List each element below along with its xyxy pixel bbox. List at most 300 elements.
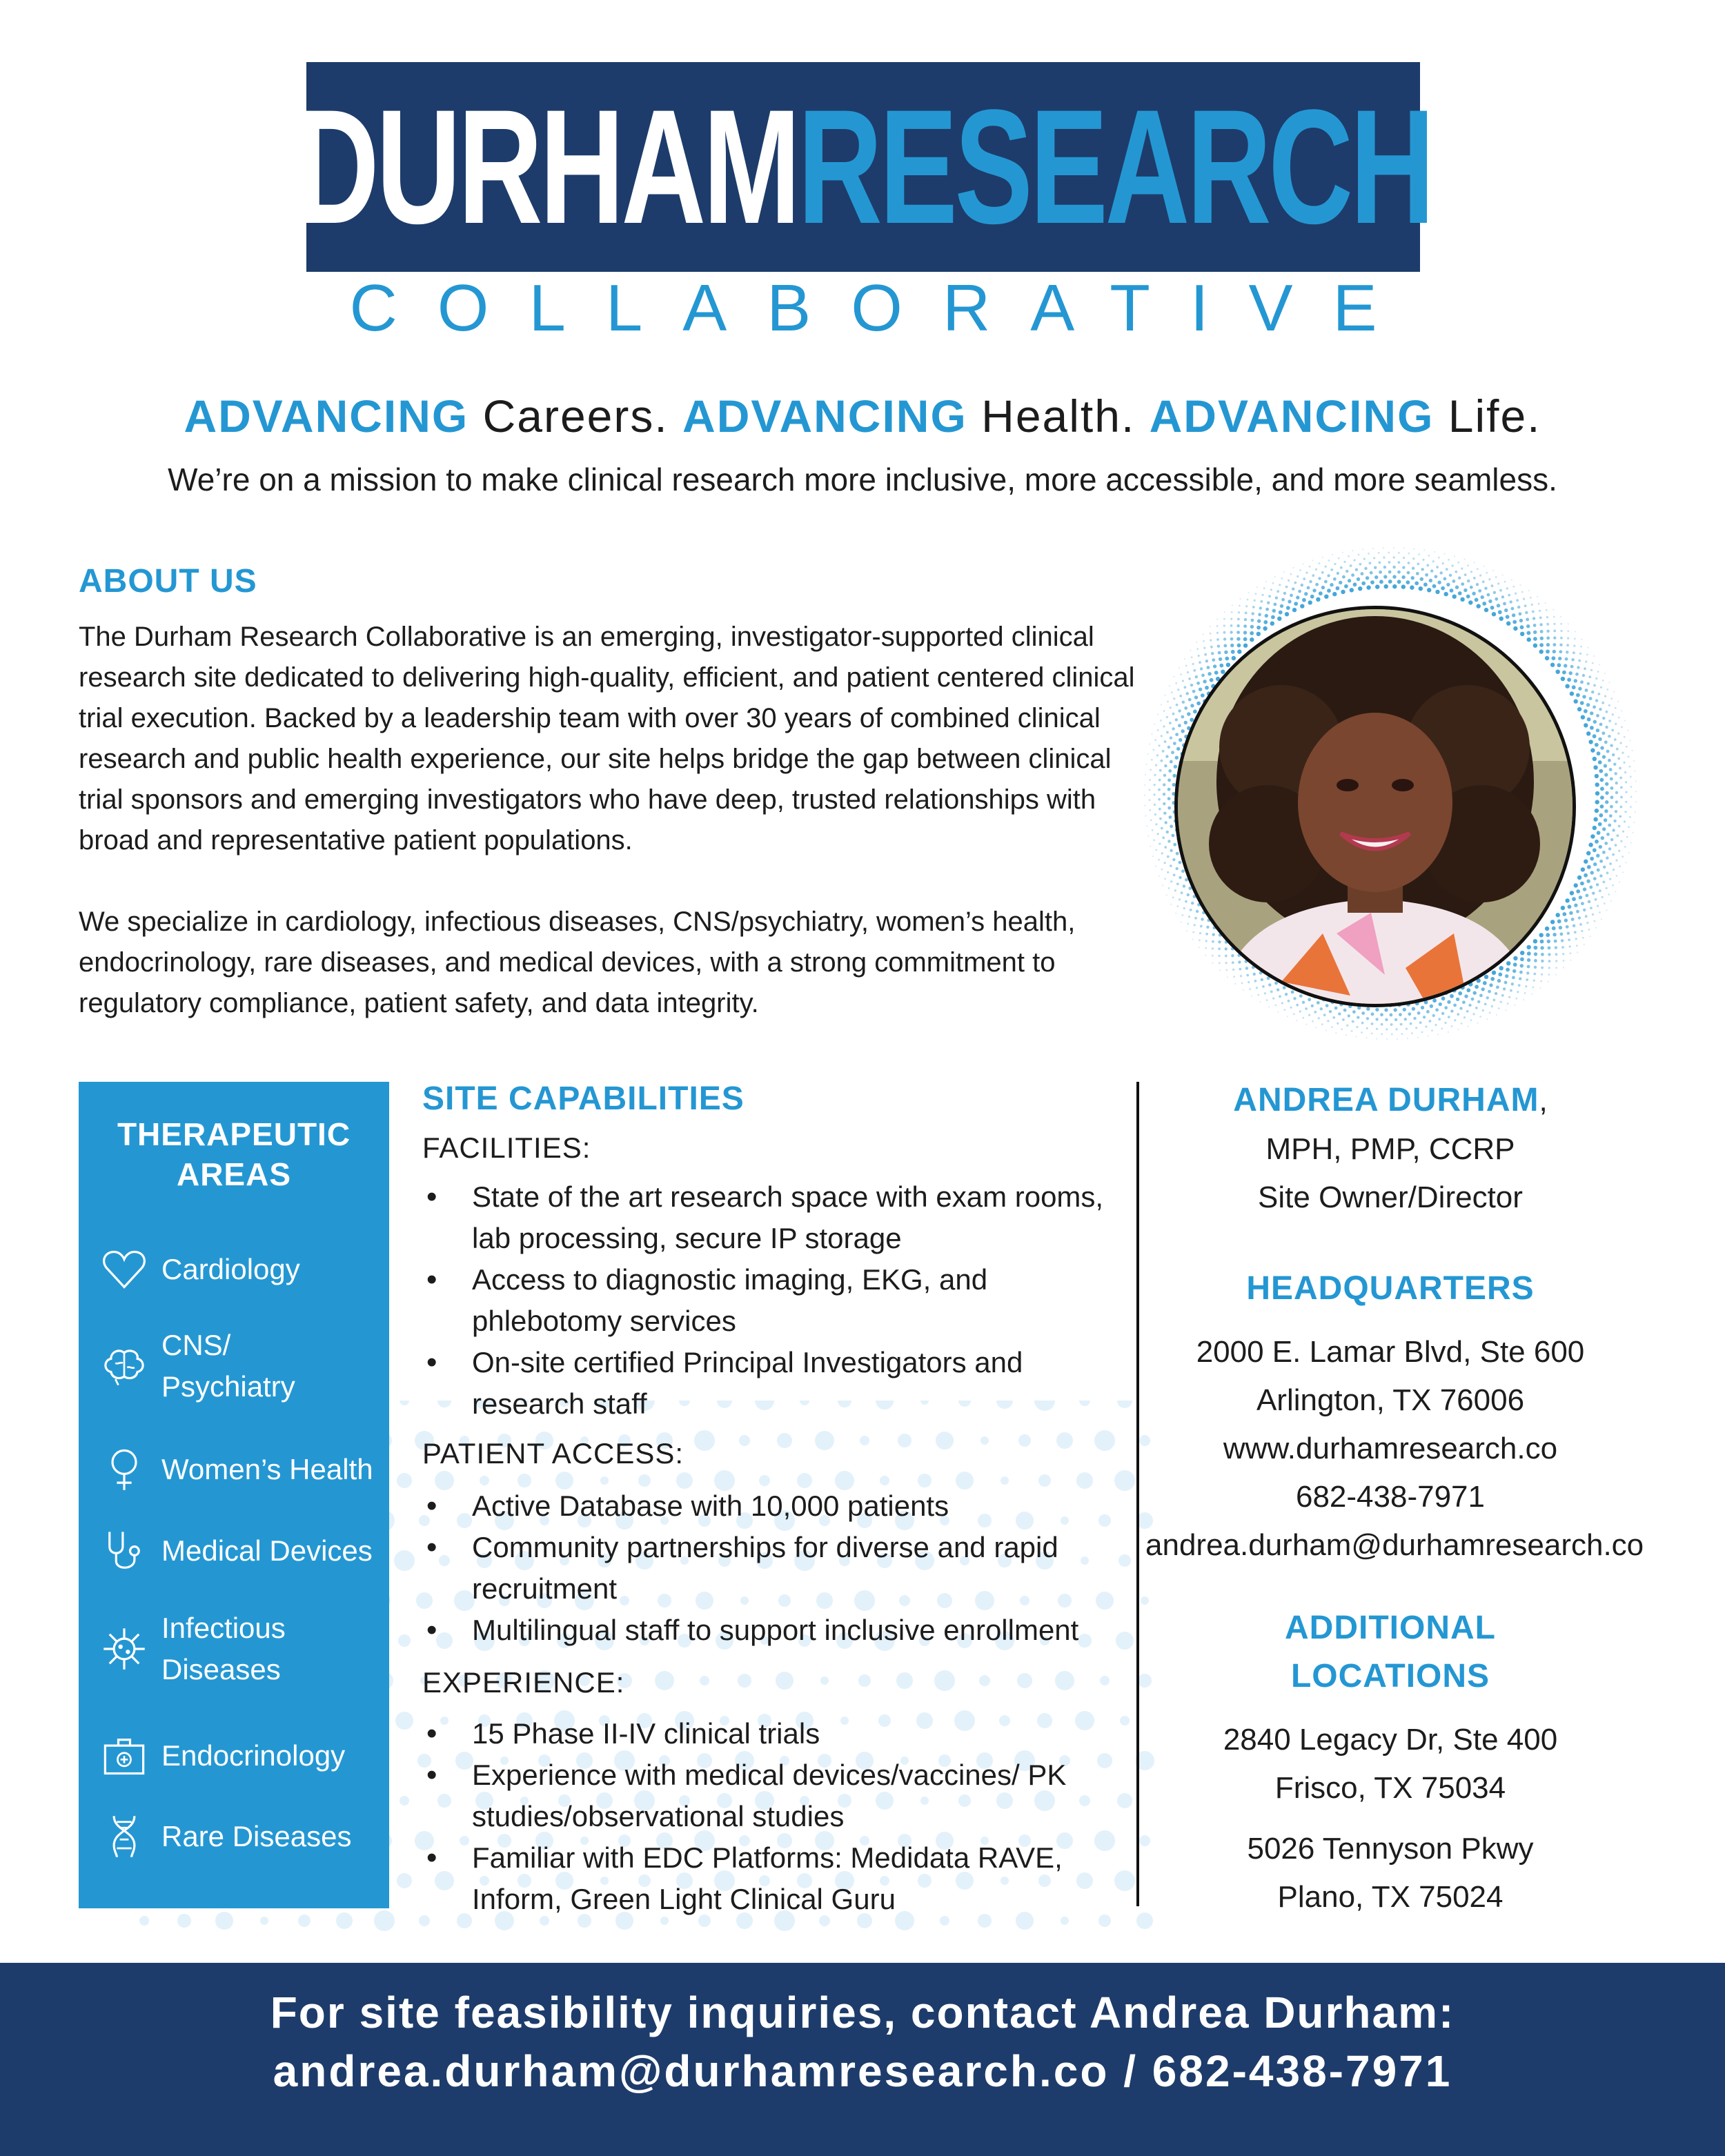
ring-dot (1152, 829, 1154, 831)
ring-dot (1176, 882, 1179, 885)
ring-dot (1619, 767, 1621, 770)
ring-dot (1580, 680, 1584, 684)
ring-dot (1384, 584, 1388, 589)
ring-dot (1593, 877, 1597, 880)
ring-dot (1154, 804, 1156, 806)
ring-dot (1452, 595, 1457, 599)
ring-dot (1512, 613, 1515, 617)
ring-dot (1583, 887, 1586, 891)
ring-dot (1230, 618, 1232, 620)
ring-dot (1205, 940, 1208, 942)
about-us-heading: ABOUT US (79, 563, 257, 600)
ring-dot (1584, 873, 1588, 878)
ring-dot (1569, 945, 1571, 947)
ring-dot (1327, 574, 1330, 577)
ring-dot (1524, 992, 1526, 994)
therapeutic-item-cardiology (97, 1242, 386, 1297)
ring-dot (1620, 840, 1622, 842)
ring-dot (1223, 624, 1225, 626)
ring-dot (1590, 711, 1593, 715)
ring-dot (1635, 811, 1636, 813)
ring-dot (1210, 646, 1213, 649)
tagline-careers: Careers. (482, 390, 669, 442)
ring-dot (1212, 947, 1214, 949)
ring-dot (1187, 923, 1189, 925)
ring-dot (1451, 1025, 1453, 1027)
ring-dot (1484, 608, 1488, 612)
background-dot (394, 1550, 415, 1571)
ring-dot (1399, 1013, 1402, 1016)
ring-dot (1398, 552, 1400, 554)
website-link[interactable]: www.durhamresearch.co (1223, 1432, 1558, 1465)
ring-dot (1630, 806, 1632, 808)
ring-dot (1230, 637, 1234, 641)
stethoscope-icon (97, 1523, 152, 1579)
ring-dot (1173, 873, 1176, 876)
ring-dot (1621, 726, 1623, 729)
ring-dot (1165, 695, 1166, 696)
ring-dot (1305, 1007, 1308, 1010)
ring-dot (1609, 862, 1612, 865)
ring-dot (1618, 825, 1621, 828)
ring-dot (1281, 598, 1285, 602)
logo-wordmark (294, 62, 1432, 272)
ring-dot (1272, 998, 1274, 1000)
ring-dot (1546, 933, 1550, 937)
ring-dot (1441, 1028, 1443, 1030)
ring-dot (1299, 1010, 1301, 1012)
ring-dot (1181, 891, 1183, 894)
ring-dot (1355, 568, 1358, 571)
ring-dot (1609, 682, 1610, 683)
ring-dot (1199, 661, 1201, 664)
ring-dot (1284, 1009, 1286, 1011)
ring-dot (1584, 723, 1588, 727)
ring-dot (1323, 1013, 1326, 1016)
ring-dot (1293, 567, 1294, 568)
ring-dot (1581, 902, 1584, 905)
ring-dot (1438, 557, 1440, 559)
ring-dot (1515, 998, 1517, 1000)
ring-dot (1237, 649, 1241, 653)
phone-number[interactable]: 682-438-7971 (1295, 1480, 1485, 1514)
ring-dot (1388, 580, 1392, 584)
ring-dot (1588, 900, 1590, 903)
ring-dot (1626, 746, 1628, 748)
ring-dot (1595, 743, 1599, 747)
ring-dot (1525, 985, 1527, 987)
ring-dot (1147, 835, 1149, 837)
ring-dot (1351, 1030, 1353, 1032)
ring-dot (1526, 978, 1528, 981)
ring-dot (1588, 929, 1590, 931)
ring-dot (1589, 886, 1593, 889)
ring-dot (1477, 1000, 1480, 1003)
ring-dot (1288, 580, 1290, 582)
ring-dot (1324, 595, 1328, 599)
background-dot (936, 1432, 954, 1450)
ring-dot (1264, 992, 1266, 994)
ring-dot (1348, 579, 1351, 582)
ring-dot (1263, 626, 1267, 631)
ring-dot (1270, 589, 1272, 591)
background-dot (1100, 1676, 1110, 1685)
ring-dot (1448, 1031, 1449, 1033)
ring-dot (1259, 606, 1262, 609)
ring-dot (1532, 617, 1535, 620)
ring-dot (1270, 622, 1274, 626)
ring-dot (1440, 571, 1443, 574)
ring-dot (1457, 1013, 1459, 1016)
ring-dot (1563, 967, 1564, 968)
ring-dot (1263, 620, 1268, 624)
ring-dot (1490, 977, 1495, 981)
ring-dot (1154, 784, 1156, 786)
ring-dot (1523, 999, 1524, 1000)
ring-dot (1603, 881, 1606, 884)
ring-dot (1624, 771, 1626, 773)
ring-dot (1184, 658, 1185, 660)
ring-dot (1402, 566, 1405, 568)
ring-dot (1232, 604, 1233, 606)
ring-dot (1159, 779, 1161, 782)
ring-dot (1606, 909, 1607, 911)
ring-dot (1593, 720, 1597, 724)
ring-dot (1499, 617, 1504, 621)
ring-dot (1205, 955, 1206, 956)
ring-dot (1179, 738, 1182, 742)
ring-dot (1545, 602, 1546, 604)
ring-dot (1458, 991, 1462, 996)
mission-statement: We’re on a mission to make clinical research more inclusive, more accessible, and more seamless. (168, 462, 1557, 497)
ring-dot (1163, 802, 1165, 805)
ring-dot (1312, 589, 1316, 592)
ring-dot (1602, 851, 1606, 854)
ring-dot (1385, 1018, 1388, 1021)
ring-dot (1155, 823, 1157, 825)
ring-dot (1628, 852, 1629, 853)
ring-dot (1401, 584, 1406, 589)
ring-dot (1212, 658, 1215, 662)
ring-dot (1612, 829, 1615, 831)
ring-dot (1593, 757, 1597, 761)
email-link[interactable]: andrea.durham@durhamresearch.co (1145, 1528, 1644, 1562)
ring-dot (1559, 650, 1562, 653)
ring-dot (1604, 673, 1606, 674)
ring-dot (1249, 988, 1251, 990)
ring-dot (1563, 960, 1565, 962)
ring-dot (1555, 953, 1558, 956)
ring-dot (1633, 822, 1635, 823)
ring-dot (1276, 989, 1279, 991)
ring-dot (1520, 964, 1524, 967)
ring-dot (1151, 733, 1152, 735)
ring-dot (1358, 586, 1362, 591)
ring-dot (1309, 580, 1312, 583)
ring-dot (1602, 680, 1604, 682)
ring-dot (1532, 987, 1535, 989)
ring-dot (1162, 836, 1165, 839)
ring-dot (1270, 991, 1273, 993)
ring-dot (1236, 631, 1240, 634)
ring-dot (1594, 920, 1596, 922)
ring-dot (1597, 671, 1599, 673)
therapeutic-label-line1: Infectious (161, 1612, 286, 1644)
ring-dot (1151, 759, 1153, 761)
ring-dot (1350, 588, 1354, 592)
therapeutic-heading-line1: THERAPEUTIC (117, 1116, 351, 1152)
ring-dot (1597, 869, 1600, 872)
ring-dot (1243, 624, 1247, 628)
ring-dot (1199, 947, 1200, 948)
ring-dot (1401, 575, 1405, 579)
location2-line2: Plano, TX 75024 (1277, 1880, 1504, 1914)
ring-dot (1193, 669, 1196, 672)
ring-dot (1456, 998, 1459, 1001)
ring-dot (1567, 637, 1569, 640)
ring-dot (1161, 735, 1163, 737)
ring-dot (1593, 705, 1596, 709)
ring-dot (1481, 595, 1484, 599)
list-item: • Familiar with EDC Platforms: Medidata RAVE, Inform, Green Light Clinical Guru (422, 1837, 1126, 1920)
ring-dot (1612, 753, 1615, 756)
site-capabilities-heading: SITE CAPABILITIES (422, 1080, 745, 1117)
ring-dot (1506, 622, 1510, 626)
ring-dot (1552, 650, 1556, 653)
ring-dot (1599, 723, 1603, 726)
ring-dot (1520, 958, 1524, 962)
ring-dot (1157, 713, 1159, 715)
logo-word-research: RESEARCH (798, 76, 1432, 258)
ring-dot (1565, 898, 1569, 902)
ring-dot (1172, 727, 1174, 730)
ring-dot (1410, 1022, 1412, 1025)
ring-dot (1279, 995, 1281, 998)
ring-dot (1596, 714, 1599, 718)
ring-dot (1182, 701, 1185, 704)
ring-dot (1406, 580, 1410, 584)
ring-dot (1154, 739, 1156, 741)
ring-dot (1325, 1004, 1329, 1007)
ring-dot (1615, 844, 1617, 847)
ring-dot (1185, 665, 1187, 667)
ring-dot (1528, 590, 1530, 591)
ring-dot (1213, 664, 1216, 668)
ring-dot (1586, 922, 1588, 924)
ring-dot (1573, 645, 1575, 647)
ring-dot (1375, 1018, 1378, 1020)
ring-dot (1475, 1007, 1478, 1009)
ring-dot (1172, 834, 1175, 838)
ring-dot (1163, 812, 1166, 815)
ring-dot (1417, 1037, 1419, 1038)
background-dot (880, 1476, 889, 1485)
ring-dot (1400, 1023, 1403, 1026)
ring-dot (1429, 1020, 1432, 1022)
ring-dot (1605, 726, 1608, 729)
ring-dot (1506, 615, 1510, 619)
ring-dot (1448, 559, 1450, 561)
ring-dot (1617, 700, 1619, 702)
ring-dot (1461, 1022, 1463, 1025)
ring-dot (1357, 1016, 1359, 1019)
ring-dot (1397, 571, 1401, 574)
ring-dot (1329, 1010, 1332, 1013)
ring-dot (1172, 713, 1175, 715)
ring-dot (1501, 595, 1504, 598)
ring-dot (1175, 913, 1176, 914)
ring-dot (1601, 702, 1604, 704)
ring-dot (1232, 656, 1236, 660)
list-item: • Multilingual staff to support inclusive enrollment (422, 1610, 1126, 1651)
ring-dot (1515, 593, 1517, 595)
ring-dot (1486, 996, 1489, 999)
ring-dot (1479, 994, 1483, 998)
background-dot (1017, 1673, 1032, 1688)
ring-dot (1425, 1025, 1427, 1027)
ring-dot (1592, 662, 1594, 664)
ring-dot (1391, 1034, 1393, 1036)
ring-dot (1352, 1020, 1354, 1023)
ring-dot (1601, 836, 1604, 840)
ring-dot (1357, 577, 1360, 581)
ring-dot (1467, 564, 1469, 566)
ring-dot (1527, 637, 1531, 642)
ring-dot (1555, 960, 1557, 962)
ring-dot (1176, 704, 1179, 706)
ring-dot (1609, 878, 1611, 880)
ring-dot (1595, 800, 1599, 804)
ring-dot (1286, 606, 1290, 610)
ring-dot (1383, 575, 1387, 578)
therapeutic-item-rare-diseases (97, 1809, 386, 1864)
ring-dot (1154, 774, 1156, 776)
background-dot (400, 1796, 409, 1806)
ring-dot (1411, 576, 1414, 580)
ring-dot (1608, 704, 1610, 706)
ring-dot (1366, 576, 1369, 580)
ring-dot (1588, 842, 1593, 847)
ring-dot (1330, 583, 1333, 586)
ring-dot (1161, 760, 1163, 762)
ring-dot (1606, 856, 1608, 859)
ring-dot (1281, 1002, 1283, 1004)
ring-dot (1170, 706, 1172, 709)
ring-dot (1407, 571, 1410, 575)
ring-dot (1610, 778, 1613, 781)
ring-dot (1570, 891, 1574, 895)
ring-dot (1308, 1014, 1310, 1016)
ring-dot (1208, 672, 1211, 675)
ring-dot (1589, 697, 1593, 700)
footer-contact-text[interactable]: andrea.durham@durhamresearch.co / 682-438-7971 (273, 2046, 1452, 2096)
ring-dot (1196, 642, 1197, 643)
ring-dot (1588, 740, 1593, 744)
ring-dot (1532, 611, 1535, 613)
ring-dot (1486, 572, 1488, 574)
ring-dot (1266, 999, 1268, 1001)
ring-dot (1231, 954, 1234, 957)
ring-dot (1444, 1022, 1446, 1024)
ring-dot (1531, 993, 1532, 995)
ring-dot (1541, 953, 1544, 956)
ring-dot (1199, 932, 1201, 934)
ring-dot (1177, 689, 1179, 691)
ring-dot (1181, 715, 1184, 719)
ring-dot (1628, 766, 1630, 768)
ring-dot (1610, 805, 1613, 809)
ring-dot (1293, 997, 1296, 1000)
ring-dot (1401, 1033, 1403, 1035)
ring-dot (1275, 596, 1278, 599)
ring-dot (1272, 609, 1276, 613)
ring-dot (1527, 631, 1531, 635)
ring-dot (1573, 924, 1575, 927)
ring-dot (1190, 650, 1191, 651)
ring-dot (1429, 579, 1432, 582)
ring-dot (1575, 631, 1576, 632)
ring-dot (1403, 557, 1405, 559)
ring-dot (1561, 939, 1564, 942)
ring-dot (1602, 755, 1606, 758)
ring-dot (1159, 808, 1161, 811)
ring-dot (1533, 631, 1537, 634)
ring-dot (1246, 974, 1249, 977)
ring-dot (1308, 600, 1312, 604)
additional-locations-heading-line2: LOCATIONS (1290, 1658, 1490, 1694)
ring-dot (1351, 573, 1354, 577)
ring-dot (1305, 572, 1308, 574)
ring-dot (1612, 713, 1614, 715)
ring-dot (1413, 1017, 1416, 1020)
ring-dot (1332, 1016, 1335, 1019)
ring-dot (1216, 632, 1219, 634)
ring-dot (1251, 996, 1252, 997)
therapeutic-item-infectious-diseases (97, 1608, 386, 1690)
ring-dot (1595, 699, 1598, 702)
ring-dot (1432, 584, 1437, 589)
ring-dot (1481, 987, 1485, 991)
ring-dot (1600, 787, 1604, 791)
ring-dot (1613, 820, 1616, 822)
ring-dot (1568, 623, 1569, 624)
ring-dot (1513, 956, 1517, 960)
ring-dot (1346, 1034, 1347, 1036)
ring-dot (1625, 801, 1627, 803)
ring-dot (1421, 1006, 1424, 1009)
ring-dot (1514, 1005, 1515, 1006)
ring-dot (1232, 969, 1234, 971)
background-dot (820, 1677, 829, 1685)
ring-dot (1192, 931, 1194, 933)
ring-dot (1585, 661, 1587, 663)
ring-dot (1519, 584, 1521, 586)
ring-dot (1479, 1016, 1481, 1018)
ring-dot (1388, 561, 1391, 564)
ring-dot (1396, 1028, 1398, 1030)
ring-dot (1185, 900, 1187, 903)
ring-dot (1520, 951, 1524, 955)
ring-dot (1251, 619, 1254, 622)
ring-dot (1196, 910, 1199, 913)
ring-dot (1450, 589, 1454, 593)
background-dot (397, 1873, 412, 1888)
ring-dot (1311, 1005, 1314, 1007)
ring-dot (1479, 574, 1481, 576)
ring-dot (1574, 637, 1576, 640)
ring-dot (1210, 626, 1211, 627)
ring-dot (1595, 809, 1599, 813)
